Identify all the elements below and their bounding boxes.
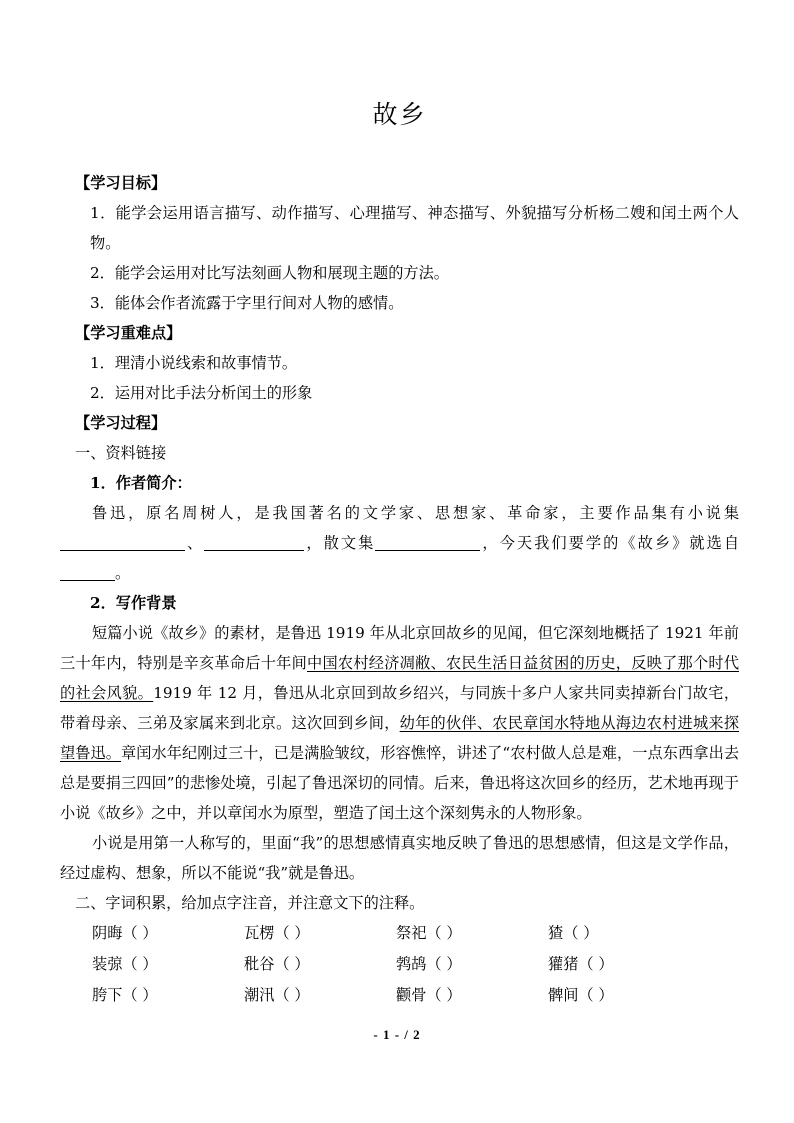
vocab-answer-blank[interactable]: （ ） [578,986,614,1004]
vocabulary-row [60,918,739,949]
vocab-answer-blank[interactable]: （ ） [426,955,462,973]
vocab-answer-blank[interactable]: （ ） [274,924,310,942]
key-point-item-2: 2．运用对比手法分析闰土的形象 [90,384,313,402]
vocab-answer-blank[interactable]: （ ） [426,924,462,942]
vocab-cell [244,918,396,949]
author-blank-4[interactable] [60,565,115,581]
background-underline-1: 中国农村经济凋敝、农民生活日益贫困的历史，反映了那个时代的社会风貌。 [60,654,739,702]
author-blank-3[interactable] [375,535,480,551]
vocab-cell [396,980,548,1011]
vocab-word: 胯下 [92,986,123,1004]
background-heading: 2．写作背景 [90,594,177,612]
author-blank-2[interactable] [204,535,304,551]
vocab-cell [548,949,700,980]
vocab-answer-blank[interactable]: （ ） [274,986,310,1004]
author-intro-text-a: 鲁迅，原名周树人，是我国著名的文学家、思想家、革命家，主要作品集有小说集 [92,504,739,522]
vocab-answer-blank[interactable]: （ ） [426,986,462,1004]
objective-item-2: 2．能学会运用对比写法刻画人物和展现主题的方法。 [90,264,449,282]
background-underline-2: 幼年的伙伴、农民章闰水特地从海边农村进城来探望鲁迅。 [60,714,739,762]
page-title: 故乡 [372,100,427,129]
vocab-word: 鹁鸪 [396,955,427,973]
author-intro-paragraph [60,498,739,588]
vocabulary-row [60,949,739,980]
author-blank-1[interactable] [60,535,185,551]
key-point-item-1: 1．理清小说线索和故事情节。 [90,354,298,372]
vocab-word: 瓦楞 [244,924,275,942]
author-separator-1: 、 [185,534,205,552]
objective-item-1: 1．能学会运用语言描写、动作描写、心理描写、神态描写、外貌描写分析杨二嫂和闰土两个人物。 [90,204,739,252]
vocab-cell [548,918,700,949]
key-points-heading: 【学习重难点】 [75,324,182,342]
background-text-b: 1919 年 12 月，鲁迅从北京回到故乡绍兴，与同族十多户人家共同卖掉新台门故宅，带着母亲、三弟及家属来到北京。这次回到乡间， [60,684,740,732]
author-separator-2: ，散文集 [304,534,376,552]
vocab-word: 阴晦 [92,924,123,942]
background-paragraph-1 [60,618,739,828]
background-paragraph-2: 小说是用第一人称写的，里面“我”的思想感情真实地反映了鲁迅的思想感情，但这是文学作品，经过虚构、想象，所以不能说“我”就是鲁迅。 [60,834,739,882]
page-footer: - 1 - / 2 [373,1027,421,1042]
vocab-word: 祭祀 [396,924,427,942]
objective-item-3: 3．能体会作者流露于字里行间对人物的感情。 [90,294,404,312]
vocab-word: 颧骨 [396,986,427,1004]
vocab-word: 猹 [548,924,564,942]
vocab-answer-blank[interactable]: （ ） [122,924,158,942]
background-text-c: 章闰水年纪刚过三十，已是满脸皱纹，形容憔悴，讲述了“农村做人总是难，一点东西拿出去总是要捐三四回”的悲惨处境，引起了鲁迅深切的同情。后来，鲁迅将这次回乡的经历，艺术地再现于小说《故乡》之中，并以章闰水为原型，塑造了闰土这个深刻隽永的人物形象。 [60,744,740,822]
vocab-answer-blank[interactable]: （ ） [274,955,310,973]
vocab-cell [396,949,548,980]
vocabulary-table [60,918,739,1011]
vocab-cell [92,980,244,1011]
vocab-cell [92,918,244,949]
process-heading: 【学习过程】 [75,414,167,432]
vocab-answer-blank[interactable]: （ ） [578,955,614,973]
section-two-heading: 二、字词积累，给加点字注音，并注意文下的注释。 [75,894,425,912]
background-text-a: 短篇小说《故乡》的素材，是鲁迅 1919 年从北京回故乡的见闻，但它深刻地概括了 1921 年前三十年内，特别是辛亥革命后十年间 [60,624,739,672]
author-intro-heading: 1．作者简介： [90,474,192,492]
vocab-cell [396,918,548,949]
vocab-word: 潮汛 [244,986,275,1004]
vocab-answer-blank[interactable]: （ ） [563,924,599,942]
objectives-heading: 【学习目标】 [75,174,167,192]
author-separator-3: ，今天我们要学的《故乡》就选自 [480,534,740,552]
vocab-word: 秕谷 [244,955,275,973]
vocab-cell [92,949,244,980]
vocab-answer-blank[interactable]: （ ） [122,955,158,973]
vocab-cell [548,980,700,1011]
author-period: 。 [115,564,131,582]
vocab-cell [244,980,396,1011]
vocab-answer-blank[interactable]: （ ） [122,986,158,1004]
vocab-word: 装弶 [92,955,123,973]
vocab-word: 獾猪 [548,955,579,973]
vocab-word: 髀间 [548,986,579,1004]
section-one-heading: 一、资料链接 [75,444,167,462]
document-body [60,168,739,1011]
vocabulary-row [60,980,739,1011]
vocab-cell [244,949,396,980]
